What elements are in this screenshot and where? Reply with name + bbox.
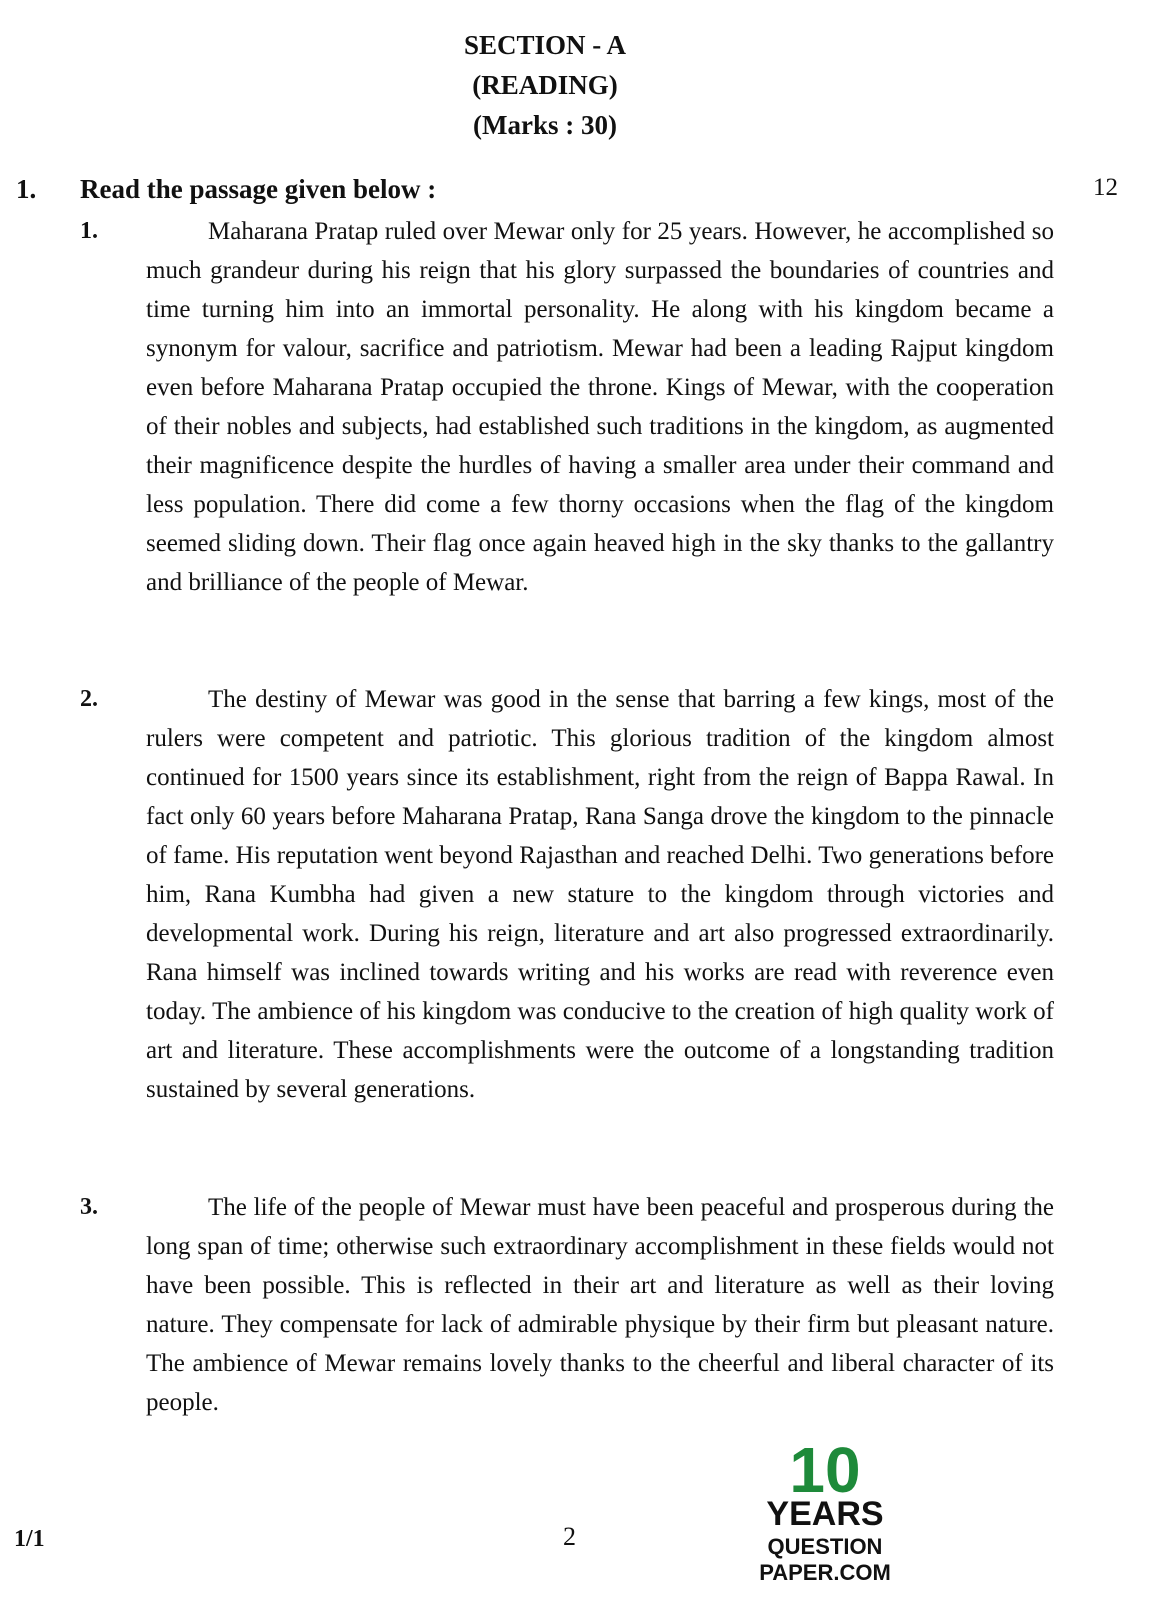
watermark-logo — [700, 1434, 960, 1588]
section-header — [0, 25, 1090, 145]
question-number: 1. — [16, 174, 37, 204]
section-marks: (Marks : 30) — [473, 110, 617, 140]
section-subtitle: (READING) — [472, 70, 618, 100]
logo-site: QUESTION PAPER.COM — [759, 1534, 891, 1585]
question-marks: 12 — [1093, 174, 1118, 201]
logo-word: YEARS — [766, 1495, 884, 1533]
paragraph-number: 2. — [80, 686, 98, 712]
section-title: SECTION - A — [463, 30, 627, 60]
paragraph-text: The life of the people of Mewar must have been peaceful and prosperous during the long span of time; otherwise such extraordinary accomplishment in these fields would not have been possible. This is reflected in their art and literature as well as their loving nature. They compensate for lack of admirable physique by their firm but pleasant nature. The ambience of Mewar remains lovely thanks to the cheerful and liberal character of its people. — [146, 1194, 1054, 1416]
page-number: 2 — [563, 1522, 576, 1551]
paragraph-number: 1. — [80, 218, 98, 244]
paragraph-text: Maharana Pratap ruled over Mewar only for 25 years. However, he accomplished so much grandeur during his reign that his glory surpassed the boundaries of countries and time turning him into an immortal personality. He along with his kingdom became a synonym for valour, sacrifice and patriotism. Mewar had been a leading Rajput kingdom even before Maharana Pratap occupied the throne. Kings of Mewar, with the cooperation of their nobles and subjects, had established such traditions in the kingdom, as augmented their magnificence despite the hurdles of having a smaller area under their command and less population. There did come a few thorny occasions when the flag of the kingdom seemed sliding down. Their flag once again heaved high in the sky thanks to the gallantry and brilliance of the people of Mewar. — [146, 218, 1054, 596]
question-instruction: Read the passage given below : — [80, 174, 437, 204]
footer-code: 1/1 — [14, 1526, 45, 1552]
question-row — [0, 174, 1166, 214]
logo-number: 10 — [789, 1434, 861, 1506]
paragraph-number: 3. — [80, 1194, 98, 1220]
paragraph-text: The destiny of Mewar was good in the sense that barring a few kings, most of the rulers were competent and patriotic. This glorious tradition of the kingdom almost continued for 1500 years since its establishment, right from the reign of Bappa Rawal. In fact only 60 years before Maharana Pratap, Rana Sanga drove the kingdom to the pinnacle of fame. His reputation went beyond Rajasthan and reached Delhi. Two generations before him, Rana Kumbha had given a new stature to the kingdom through victories and developmental work. During his reign, literature and art also progressed extraordinarily. Rana himself was inclined towards writing and his works are read with reverence even today. The ambience of his kingdom was conducive to the creation of high quality work of art and literature. These accomplishments were the outcome of a longstanding tradition sustained by several generations. — [146, 686, 1054, 1103]
